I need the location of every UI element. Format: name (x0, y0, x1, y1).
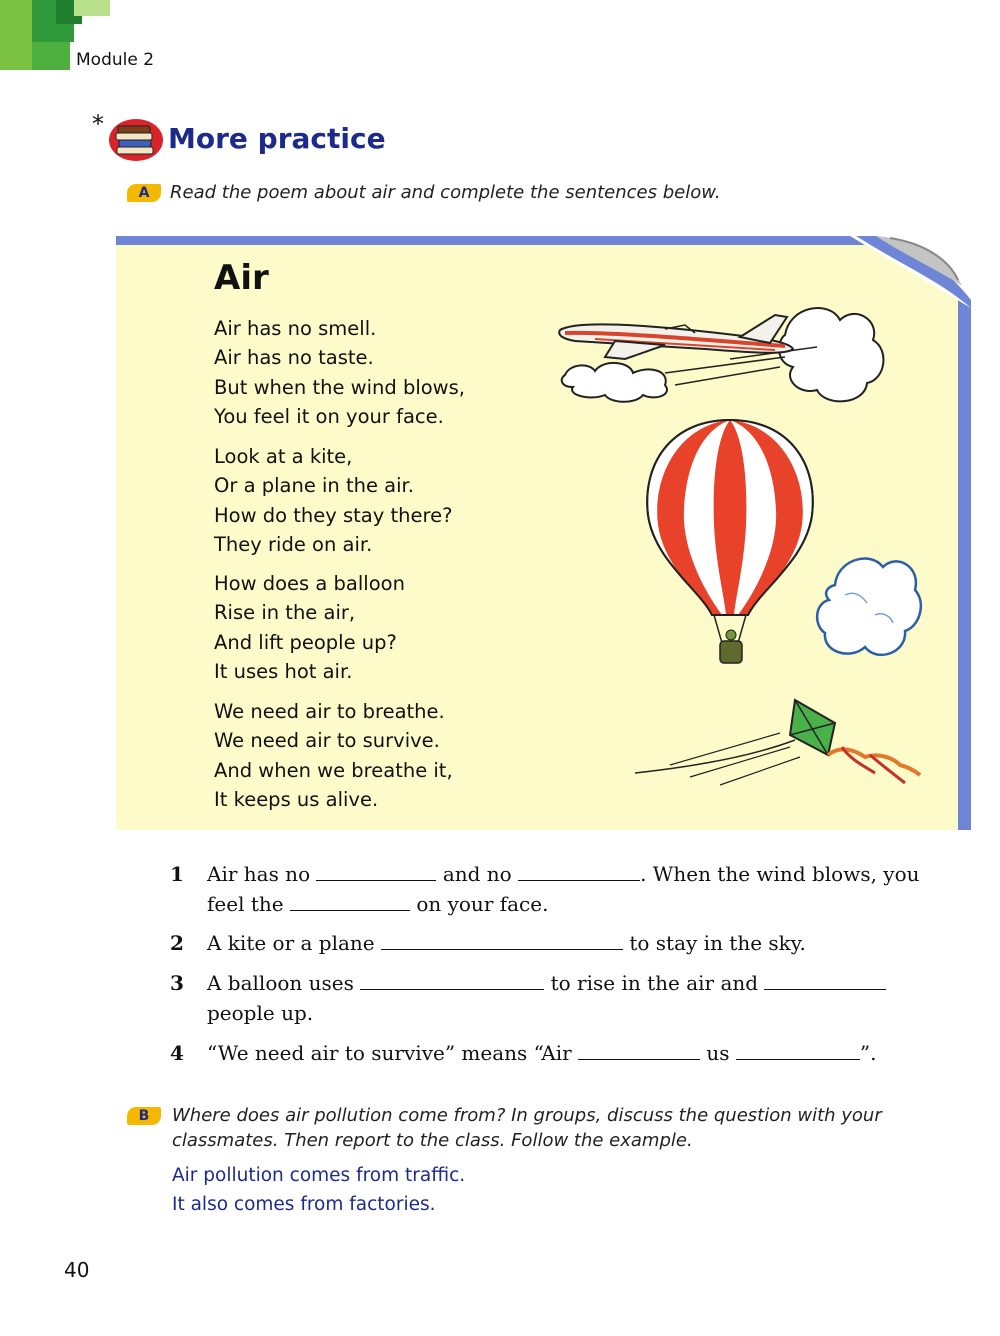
part-a-badge: A (127, 184, 161, 202)
part-b-badge: B (127, 1107, 161, 1125)
page-number: 40 (64, 1258, 90, 1282)
poem-line: How does a balloon (214, 572, 405, 595)
answer-blank[interactable] (360, 971, 544, 990)
poem-line: Air has no smell. (214, 317, 377, 340)
poem-line: How do they stay there? (214, 503, 453, 527)
section-heading: More practice (168, 122, 386, 155)
question-text: on your face. (416, 892, 549, 916)
poem-stanza (214, 314, 465, 431)
question-number: 2 (170, 931, 184, 955)
question-number: 4 (170, 1041, 184, 1065)
answer-blank[interactable] (578, 1041, 700, 1060)
poem-line: Air has no taste. (214, 346, 374, 370)
question-text: A kite or a plane (207, 931, 375, 955)
poem-line: And when we breathe it, (214, 758, 453, 782)
cloud-illustration (815, 545, 925, 670)
example-sentence-2: It also comes from factories. (172, 1194, 436, 1215)
poem-panel-top-border (116, 236, 876, 245)
answer-blank[interactable] (290, 892, 410, 911)
part-b-instruction-line-1: Where does air pollution come from? In groups, discuss the question with your (172, 1105, 882, 1126)
module-label: Module 2 (76, 50, 155, 70)
answer-blank[interactable] (381, 931, 623, 950)
answer-blank[interactable] (316, 862, 436, 881)
poem-stanza (214, 442, 452, 559)
question-number: 3 (170, 971, 184, 995)
poem-line: Rise in the air, (214, 601, 356, 625)
answer-blank[interactable] (736, 1041, 860, 1060)
poem-line: We need air to breathe. (214, 700, 445, 723)
books-icon (108, 116, 164, 162)
question-text: Air has no (207, 862, 311, 886)
poem-line: Look at a kite, (214, 445, 353, 468)
question-text: . When the wind blows, you (640, 862, 920, 886)
example-sentence-1: Air pollution comes from traffic. (172, 1165, 466, 1186)
question-text: “We need air to survive” means “Air (207, 1041, 572, 1065)
question-text: ”. (859, 1041, 877, 1065)
poem-line: It keeps us alive. (214, 787, 379, 811)
answer-blank[interactable] (764, 971, 886, 990)
question-text: to stay in the sky. (629, 931, 806, 955)
poem-line: But when the wind blows, (214, 375, 465, 399)
poem-title: Air (214, 258, 269, 298)
poem-line: You feel it on your face. (214, 404, 444, 428)
poem-line: We need air to survive. (214, 729, 440, 753)
answer-blank[interactable] (518, 862, 640, 881)
poem-stanza (214, 697, 453, 814)
airplane-illustration (555, 295, 895, 415)
question-text: A balloon uses (207, 971, 354, 995)
poem-panel-right-border (958, 300, 971, 830)
question-text: people up. (207, 1001, 314, 1025)
question-text: to rise in the air and (550, 971, 759, 995)
kite-illustration (630, 695, 925, 790)
poem-line: They ride on air. (214, 532, 373, 556)
part-b-instruction-line-2: classmates. Then report to the class. Follow the example. (172, 1130, 693, 1151)
optional-asterisk: * (92, 110, 104, 138)
question-number: 1 (170, 862, 184, 886)
poem-line: Or a plane in the air. (214, 474, 414, 498)
question-text: feel the (207, 892, 284, 916)
poem-stanza (214, 569, 405, 686)
part-a-instruction: Read the poem about air and complete the sentences below. (170, 182, 721, 203)
question-text: and no (442, 862, 512, 886)
question-text: us (706, 1041, 730, 1065)
poem-line: And lift people up? (214, 630, 397, 654)
poem-line: It uses hot air. (214, 659, 353, 683)
hot-air-balloon-illustration (640, 415, 820, 675)
